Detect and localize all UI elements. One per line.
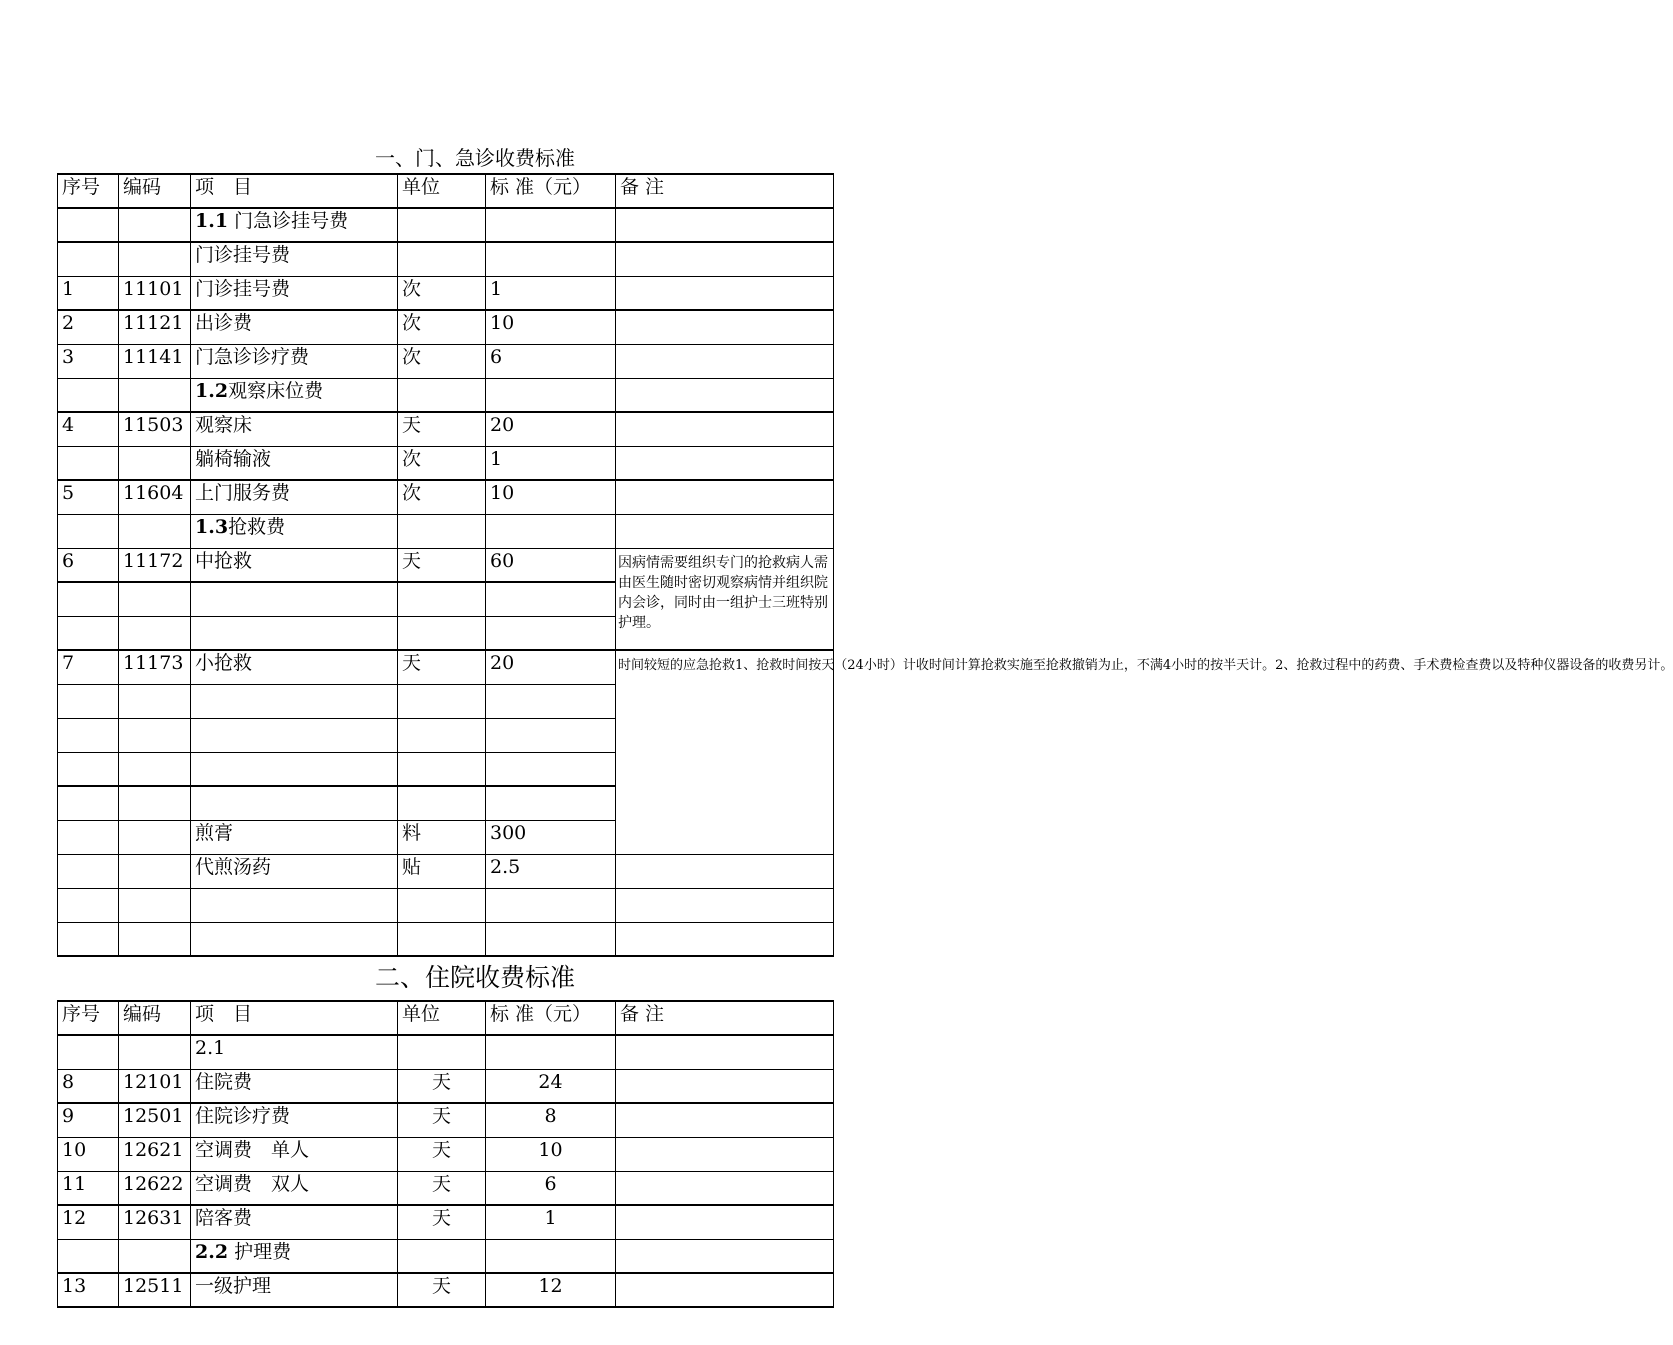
cell-price: 2.5 [486, 854, 616, 888]
cell-note [616, 242, 834, 276]
cell-code [119, 582, 191, 616]
cell-price: 10 [486, 1137, 616, 1171]
cell-note [616, 378, 834, 412]
cell-note [616, 1035, 834, 1069]
cell-item: 空调费 单人 [191, 1137, 398, 1171]
table-row [58, 1137, 834, 1171]
cell-code: 11173 [119, 650, 191, 684]
cell-price: 24 [486, 1069, 616, 1103]
cell-price: 1 [486, 276, 616, 310]
cell-price: 300 [486, 820, 616, 854]
cell-item: 中抢救 [191, 548, 398, 582]
cell-note [616, 1273, 834, 1307]
cell-note [616, 446, 834, 480]
cell-price [486, 922, 616, 956]
cell-unit [398, 888, 486, 922]
cell-note [616, 820, 834, 854]
cell-unit [398, 208, 486, 242]
cell-item [191, 786, 398, 820]
header-note: 备 注 [616, 174, 834, 208]
table-row [58, 310, 834, 344]
cell-item: 门诊挂号费 [191, 242, 398, 276]
table-row [58, 888, 834, 922]
cell-note [616, 412, 834, 446]
cell-unit [398, 514, 486, 548]
cell-price: 1 [486, 1205, 616, 1239]
cell-no [58, 718, 119, 752]
header-price: 标 准（元） [486, 1001, 616, 1035]
cell-unit: 天 [398, 650, 486, 684]
cell-unit [398, 684, 486, 718]
cell-item: 住院费 [191, 1069, 398, 1103]
note-rescue-small: 时间较短的应急抢救1、抢救时间按天（24小时）计收时间计算抢救实施至抢救撤销为止，不满4小时的按半天计。2、抢救过程中的药费、手术费检查费以及特种仪器设备的收费另计。 [616, 650, 834, 820]
table-row [58, 650, 834, 684]
cell-code [119, 888, 191, 922]
cell-no [58, 752, 119, 786]
cell-note [616, 1171, 834, 1205]
cell-code: 11172 [119, 548, 191, 582]
header-price: 标 准（元） [486, 174, 616, 208]
cell-price [486, 208, 616, 242]
cell-no: 11 [58, 1171, 119, 1205]
table-row [58, 1273, 834, 1307]
cell-item: 陪客费 [191, 1205, 398, 1239]
table-row [58, 1035, 834, 1069]
cell-note [616, 310, 834, 344]
cell-note [616, 1103, 834, 1137]
cell-no [58, 888, 119, 922]
cell-code: 12622 [119, 1171, 191, 1205]
cell-note [616, 888, 834, 922]
cell-unit [398, 786, 486, 820]
category-label: 抢救费 [228, 515, 286, 538]
cell-price [486, 582, 616, 616]
cell-unit: 次 [398, 446, 486, 480]
table-row [58, 378, 834, 412]
cell-unit: 天 [398, 548, 486, 582]
cell-code [119, 922, 191, 956]
cell-item [191, 208, 398, 242]
table-row [58, 854, 834, 888]
cell-price: 6 [486, 1171, 616, 1205]
cell-item [191, 582, 398, 616]
header-code: 编码 [119, 174, 191, 208]
cell-unit: 次 [398, 344, 486, 378]
cell-price [486, 1239, 616, 1273]
category-label: 护理费 [228, 1240, 292, 1263]
cell-note [616, 1205, 834, 1239]
category-number: 2.2 [195, 1240, 229, 1263]
cell-price [486, 242, 616, 276]
cell-item: 躺椅输液 [191, 446, 398, 480]
cell-price [486, 684, 616, 718]
cell-price: 12 [486, 1273, 616, 1307]
cell-no [58, 684, 119, 718]
cell-code: 12631 [119, 1205, 191, 1239]
cell-code [119, 242, 191, 276]
cell-code: 12101 [119, 1069, 191, 1103]
cell-unit: 次 [398, 310, 486, 344]
cell-price: 10 [486, 310, 616, 344]
cell-price: 6 [486, 344, 616, 378]
cell-code [119, 514, 191, 548]
cell-price: 60 [486, 548, 616, 582]
category-number: 1.3 [195, 515, 229, 538]
cell-unit: 次 [398, 276, 486, 310]
cell-unit: 天 [398, 1069, 486, 1103]
cell-item: 门诊挂号费 [191, 276, 398, 310]
cell-unit: 天 [398, 412, 486, 446]
category-label: 门急诊挂号费 [234, 210, 349, 232]
cell-no: 1 [58, 276, 119, 310]
cell-unit [398, 582, 486, 616]
cell-item: 观察床 [191, 412, 398, 446]
cell-code: 11503 [119, 412, 191, 446]
cell-price [486, 1035, 616, 1069]
cell-price [486, 786, 616, 820]
cell-no [58, 820, 119, 854]
cell-price [486, 752, 616, 786]
cell-code [119, 786, 191, 820]
cell-no [58, 1035, 119, 1069]
cell-note [616, 276, 834, 310]
cell-code [119, 208, 191, 242]
table-row [58, 1239, 834, 1273]
table-row [58, 412, 834, 446]
table-header-row [58, 1001, 834, 1035]
cell-no: 5 [58, 480, 119, 514]
cell-price: 20 [486, 650, 616, 684]
cell-no [58, 378, 119, 412]
cell-note [616, 1239, 834, 1273]
cell-no: 7 [58, 650, 119, 684]
table-row [58, 514, 834, 548]
cell-no [58, 854, 119, 888]
cell-unit [398, 616, 486, 650]
cell-item [191, 922, 398, 956]
header-unit: 单位 [398, 174, 486, 208]
cell-item [191, 1239, 398, 1273]
cell-no [58, 786, 119, 820]
cell-code: 11141 [119, 344, 191, 378]
cell-item [191, 752, 398, 786]
cell-code [119, 446, 191, 480]
cell-no: 9 [58, 1103, 119, 1137]
cell-no [58, 514, 119, 548]
cell-item: 一级护理 [191, 1273, 398, 1307]
header-note: 备 注 [616, 1001, 834, 1035]
cell-item [191, 378, 398, 412]
cell-price: 10 [486, 480, 616, 514]
cell-price: 8 [486, 1103, 616, 1137]
cell-no [58, 242, 119, 276]
cell-no: 4 [58, 412, 119, 446]
cell-item: 煎膏 [191, 820, 398, 854]
table-row [58, 548, 834, 582]
cell-price [486, 378, 616, 412]
cell-item: 出诊费 [191, 310, 398, 344]
category-number: 1.1 [195, 210, 229, 232]
cell-price [486, 718, 616, 752]
table-row [58, 480, 834, 514]
cell-code [119, 718, 191, 752]
outpatient-fee-table [57, 173, 1673, 957]
cell-item [191, 718, 398, 752]
cell-note [616, 344, 834, 378]
cell-code [119, 1035, 191, 1069]
cell-note [616, 1069, 834, 1103]
cell-no: 12 [58, 1205, 119, 1239]
cell-item: 代煎汤药 [191, 854, 398, 888]
header-item: 项 目 [191, 174, 398, 208]
cell-code: 11604 [119, 480, 191, 514]
cell-code [119, 616, 191, 650]
table-row [58, 242, 834, 276]
cell-price [486, 514, 616, 548]
cell-no [58, 446, 119, 480]
cell-no [58, 922, 119, 956]
cell-item [191, 616, 398, 650]
cell-note [616, 854, 834, 888]
cell-unit: 天 [398, 1273, 486, 1307]
cell-unit [398, 242, 486, 276]
cell-no [58, 208, 119, 242]
cell-unit: 天 [398, 1103, 486, 1137]
cell-note [616, 922, 834, 956]
table-header-row [58, 174, 834, 208]
cell-unit: 贴 [398, 854, 486, 888]
cell-no: 2 [58, 310, 119, 344]
cell-code [119, 1239, 191, 1273]
cell-note [616, 1137, 834, 1171]
table-row [58, 208, 834, 242]
cell-note [616, 480, 834, 514]
cell-unit [398, 922, 486, 956]
cell-item [191, 514, 398, 548]
cell-no: 10 [58, 1137, 119, 1171]
table-row [58, 446, 834, 480]
cell-item: 门急诊诊疗费 [191, 344, 398, 378]
section2-title: 二、住院收费标准 [374, 963, 575, 992]
cell-no [58, 1239, 119, 1273]
cell-unit [398, 1239, 486, 1273]
cell-item: 小抢救 [191, 650, 398, 684]
cell-item: 住院诊疗费 [191, 1103, 398, 1137]
cell-unit [398, 718, 486, 752]
cell-no: 13 [58, 1273, 119, 1307]
cell-code: 12511 [119, 1273, 191, 1307]
table-row [58, 276, 834, 310]
table-row [58, 1069, 834, 1103]
cell-code: 12501 [119, 1103, 191, 1137]
cell-code: 11101 [119, 276, 191, 310]
table-row [58, 922, 834, 956]
cell-item [191, 684, 398, 718]
cell-code [119, 752, 191, 786]
cell-no [58, 616, 119, 650]
cell-code [119, 378, 191, 412]
cell-note [616, 514, 834, 548]
cell-item: 2.1 [191, 1035, 398, 1069]
cell-item [191, 888, 398, 922]
cell-code [119, 684, 191, 718]
table-row [58, 820, 834, 854]
note-rescue-mid: 因病情需要组织专门的抢救病人需由医生随时密切观察病情并组织院内会诊，同时由一组护士三班特别护理。 [616, 548, 834, 650]
header-no: 序号 [58, 1001, 119, 1035]
cell-code: 12621 [119, 1137, 191, 1171]
inpatient-fee-table [57, 1000, 834, 1308]
table-row [58, 1103, 834, 1137]
cell-unit [398, 1035, 486, 1069]
cell-code [119, 820, 191, 854]
cell-no: 3 [58, 344, 119, 378]
cell-code: 11121 [119, 310, 191, 344]
cell-price [486, 616, 616, 650]
header-item: 项 目 [191, 1001, 398, 1035]
section1-title: 一、门、急诊收费标准 [375, 146, 575, 170]
table-row [58, 1205, 834, 1239]
cell-code [119, 854, 191, 888]
header-no: 序号 [58, 174, 119, 208]
category-label: 观察床位费 [228, 379, 324, 402]
cell-price: 1 [486, 446, 616, 480]
cell-item: 空调费 双人 [191, 1171, 398, 1205]
table-row [58, 1171, 834, 1205]
cell-no: 6 [58, 548, 119, 582]
category-number: 1.2 [195, 379, 229, 402]
cell-item: 上门服务费 [191, 480, 398, 514]
header-code: 编码 [119, 1001, 191, 1035]
cell-unit [398, 378, 486, 412]
cell-no [58, 582, 119, 616]
cell-unit: 料 [398, 820, 486, 854]
cell-unit: 次 [398, 480, 486, 514]
cell-unit [398, 752, 486, 786]
cell-note [616, 208, 834, 242]
cell-price: 20 [486, 412, 616, 446]
cell-unit: 天 [398, 1205, 486, 1239]
cell-no: 8 [58, 1069, 119, 1103]
table-row [58, 344, 834, 378]
cell-unit: 天 [398, 1137, 486, 1171]
cell-unit: 天 [398, 1171, 486, 1205]
header-unit: 单位 [398, 1001, 486, 1035]
cell-price [486, 888, 616, 922]
